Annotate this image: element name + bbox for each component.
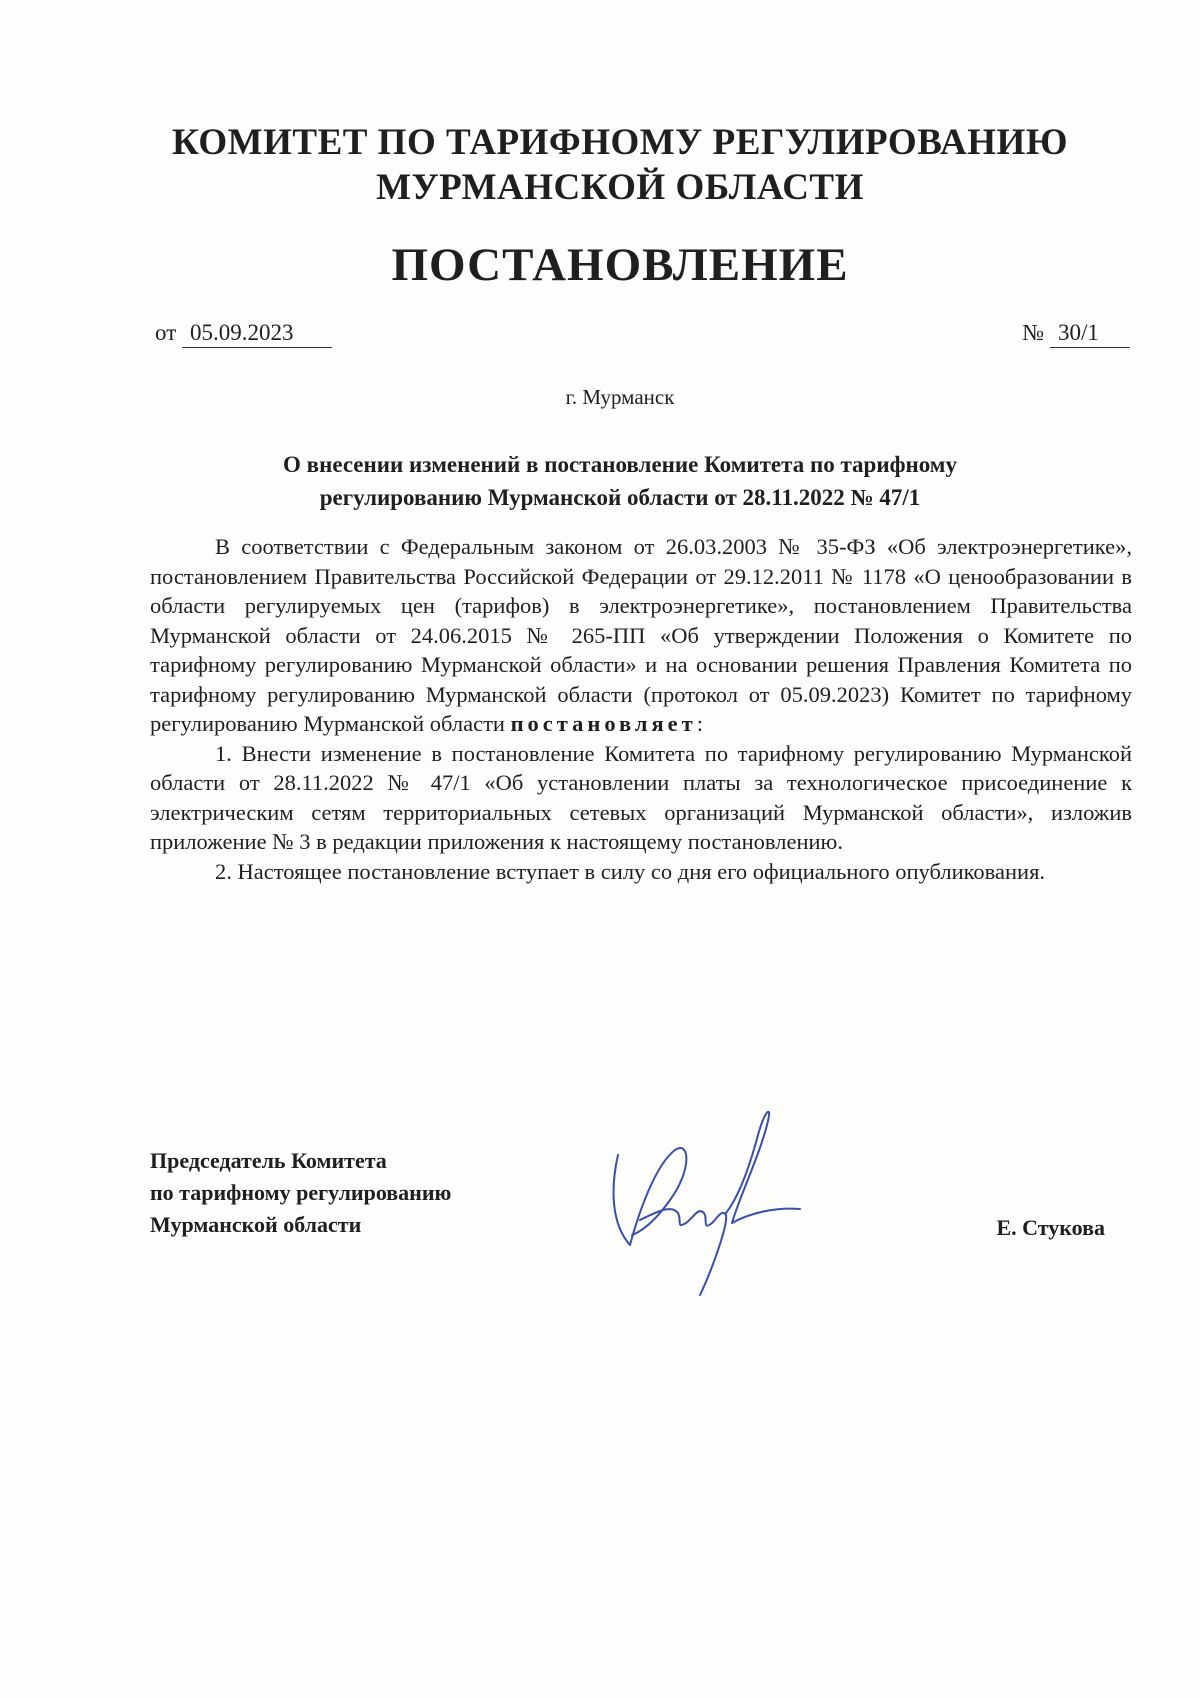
item-2-paragraph: 2. Настоящее постановление вступает в силу со дня его официального опубликования. xyxy=(215,858,1046,884)
document-city: г. Мурманск xyxy=(565,385,675,409)
number-prefix: № xyxy=(1022,320,1045,345)
organization-name-line1: КОМИТЕТ ПО ТАРИФНОМУ РЕГУЛИРОВАНИЮ xyxy=(172,122,1068,163)
document-header xyxy=(120,120,1120,292)
signatory-title-line1: Председатель Комитета xyxy=(150,1148,387,1173)
decree-colon: : xyxy=(696,711,703,736)
document-meta xyxy=(155,320,1130,360)
document-body xyxy=(150,532,1132,886)
decree-word: постановляет xyxy=(510,711,697,736)
organization-name xyxy=(120,120,1120,210)
item-1-paragraph: 1. Внести изменение в постановление Комитета по тарифному регулированию Мурманской области от 28.11.2022 № 47/1 «Об установлении платы за технологическое присоединение к электрическим сетям территориальных сетевых организаций Мурманской области», изложив приложение № 3 в редакции приложения к настоящему постановлению. xyxy=(150,740,1132,854)
number-field xyxy=(1022,320,1130,348)
signatory-title-line2: по тарифному регулированию xyxy=(150,1180,452,1205)
signatory-name: Е. Стукова xyxy=(996,1215,1105,1240)
document-subject xyxy=(190,448,1050,514)
signatory-title-line3: Мурманской области xyxy=(150,1212,362,1237)
preamble-paragraph xyxy=(150,532,1132,739)
subject-line2: регулированию Мурманской области от 28.11.2022 № 47/1 xyxy=(319,485,921,510)
document-date: 05.09.2023 xyxy=(182,320,332,348)
signatory-title xyxy=(150,1145,451,1241)
handwritten-signature xyxy=(600,1095,820,1305)
subject-line1: О внесении изменений в постановление Комитета по тарифному xyxy=(283,452,957,477)
document-type: ПОСТАНОВЛЕНИЕ xyxy=(391,239,849,291)
organization-name-line2: МУРМАНСКОЙ ОБЛАСТИ xyxy=(376,167,864,208)
date-field xyxy=(155,320,332,348)
date-prefix: от xyxy=(155,320,177,345)
preamble-text: В соответствии с Федеральным законом от 26.03.2003 № 35-ФЗ «Об электроэнергетике», постановлением Правительства Российской Федерации от 29.12.2011 № 1178 «О ценообразовании в области регулируемых цен (тарифов) в электроэнергетике», постановлением Правительства Мурманской области от 24.06.2015 № 265-ПП «Об утверждении Положения о Комитете по тарифному регулированию Мурманской области» и на основании решения Правления Комитета по тарифному регулированию Мурманской области (протокол от 05.09.2023) Комитет по тарифному регулированию Мурманской области xyxy=(150,534,1132,736)
document-number: 30/1 xyxy=(1050,320,1130,348)
